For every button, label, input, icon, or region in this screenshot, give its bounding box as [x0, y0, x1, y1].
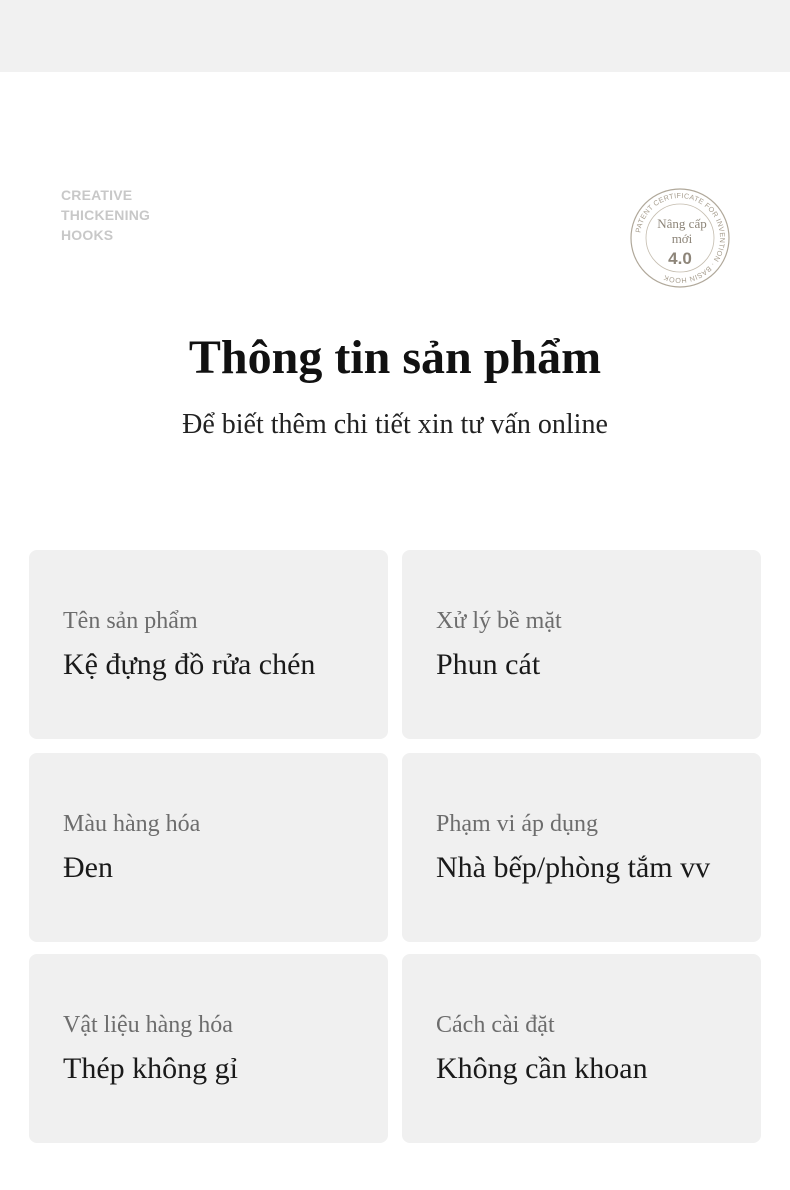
spec-value: Nhà bếp/phòng tắm vv	[436, 851, 711, 884]
spec-label: Xử lý bề mặt	[436, 608, 562, 634]
brand-text	[61, 185, 150, 245]
spec-value: Phun cát	[436, 648, 541, 681]
spec-label: Vật liệu hàng hóa	[63, 1012, 233, 1038]
seal-ring-text: PATENT CERTIFICATE FOR INVENTION · BASIN HOOK	[633, 190, 728, 286]
spec-value: Đen	[63, 851, 113, 884]
spec-card-material	[29, 954, 388, 1143]
spec-label: Phạm vi áp dụng	[436, 811, 598, 837]
spec-value: Thép không gỉ	[63, 1052, 238, 1085]
spec-card-color	[29, 753, 388, 942]
brand-line-3: HOOKS	[61, 227, 114, 243]
spec-card-surface-treatment	[402, 550, 761, 739]
page-title: Thông tin sản phẩm	[188, 331, 602, 384]
spec-card-product-name	[29, 550, 388, 739]
brand-line-1: CREATIVE	[61, 187, 133, 203]
top-banner-strip	[0, 0, 790, 72]
brand-line-2: THICKENING	[61, 207, 151, 223]
upgrade-seal-badge	[629, 187, 731, 289]
spec-value: Không cần khoan	[436, 1052, 648, 1085]
spec-label: Màu hàng hóa	[63, 811, 201, 837]
spec-card-installation	[402, 954, 761, 1143]
spec-card-application-scope	[402, 753, 761, 942]
spec-label: Cách cài đặt	[436, 1012, 555, 1038]
spec-value: Kệ đựng đồ rửa chén	[63, 648, 316, 681]
page-subtitle: Để biết thêm chi tiết xin tư vấn online	[182, 409, 608, 440]
seal-version: 4.0	[668, 249, 692, 268]
seal-line-1: Nâng cấp	[657, 216, 707, 231]
spec-label: Tên sản phẩm	[63, 608, 198, 634]
seal-line-2: mới	[671, 231, 693, 246]
